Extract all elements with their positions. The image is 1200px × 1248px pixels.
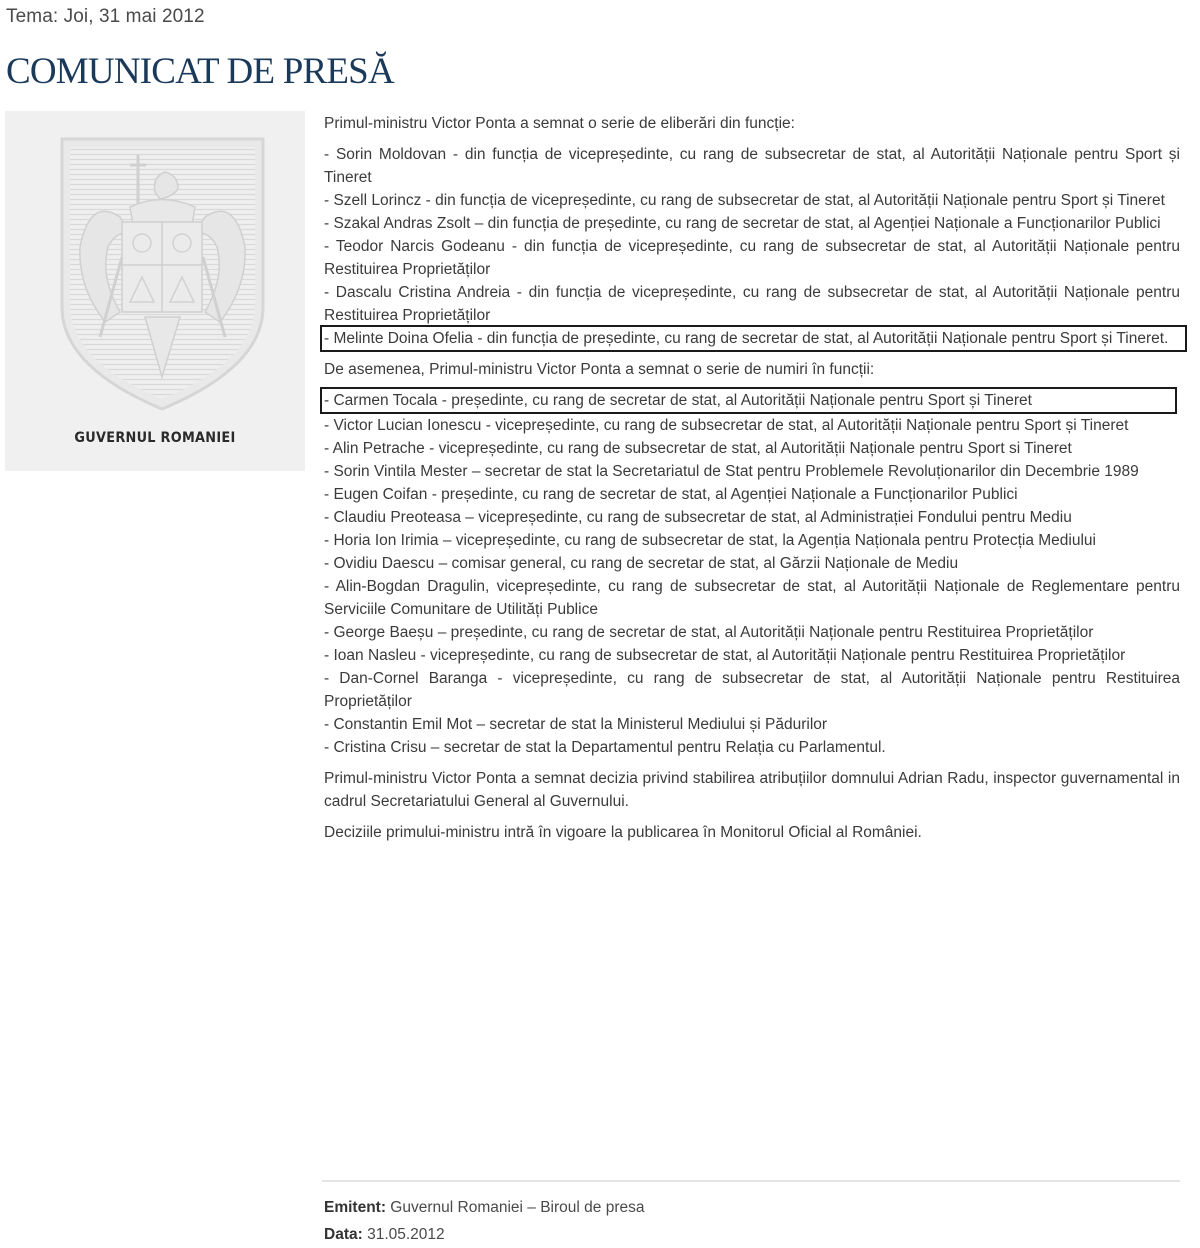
- list-item: - Szell Lorincz - din funcția de vicepreședinte, cu rang de subsecretar de stat, al Autorității Naționale pentru Sport și Tineret: [324, 192, 1165, 209]
- list-item: - Teodor Narcis Godeanu - din funcția de vicepreședinte, cu rang de subsecretar de stat, al Autorității Naționale pentru Restituirea Proprietăților: [324, 238, 1180, 278]
- footer-divider: [322, 1180, 1180, 1182]
- highlighted-list-item: - Melinte Doina Ofelia - din funcția de președinte, cu rang de secretar de stat, al Autorității Naționale pentru Sport și Tineret.: [322, 327, 1185, 350]
- list-item: - Sorin Moldovan - din funcția de vicepreședinte, cu rang de subsecretar de stat, al Autorității Naționale pentru Sport și Tineret: [324, 146, 1180, 186]
- list-item: - Eugen Coifan - președinte, cu rang de secretar de stat, al Agenției Naționale a Funcționarilor Publici: [324, 486, 1018, 503]
- romanian-coat-of-arms-icon: [60, 137, 265, 412]
- topic-date: Tema: Joi, 31 mai 2012: [6, 6, 205, 27]
- list-item: - Dascalu Cristina Andreia - din funcția de vicepreședinte, cu rang de subsecretar de stat, al Autorității Naționale pentru Restituirea Proprietăților: [324, 284, 1180, 324]
- list-item: - Alin Petrache - vicepreședinte, cu rang de subsecretar de stat, al Autorității Naționale pentru Sport si Tineret: [324, 440, 1072, 457]
- closing-paragraph: Deciziile primului-ministru intră în vigoare la publicarea în Monitorul Oficial al României.: [324, 824, 922, 841]
- list-item: - Victor Lucian Ionescu - vicepreședinte, cu rang de subsecretar de stat, al Autorității Naționale pentru Sport și Tineret: [324, 417, 1129, 434]
- page-title: COMUNICAT DE PRESĂ: [6, 51, 394, 92]
- list-item: - Dan-Cornel Baranga - vicepreședinte, cu rang de subsecretar de stat, al Autorității Naționale pentru Restituirea Proprietăților: [324, 670, 1180, 710]
- list-item: - Ovidiu Daescu – comisar general, cu rang de secretar de stat, al Gărzii Naționale de Mediu: [324, 555, 959, 572]
- highlighted-list-item: - Carmen Tocala - președinte, cu rang de secretar de stat, al Autorității Naționale pentru Sport și Tineret: [322, 389, 1175, 412]
- list-item: - Cristina Crisu – secretar de stat la Departamentul pentru Relația cu Parlamentul.: [324, 739, 886, 756]
- list-item: - Szakal Andras Zsolt – din funcția de președinte, cu rang de secretar de stat, al Agenției Naționale a Funcționarilor Publici: [324, 215, 1161, 232]
- list-item: - Sorin Vintila Mester – secretar de stat la Secretariatul de Stat pentru Problemele Revoluționarilor din Decembrie 1989: [324, 463, 1139, 480]
- issuer-label: Emitent:: [324, 1199, 386, 1216]
- list-item: - Alin-Bogdan Dragulin, vicepreședinte, cu rang de subsecretar de stat, al Autorității Naționale de Reglementare pentru Serviciile Comunitare de Utilități Publice: [324, 578, 1180, 618]
- dismissals-intro: Primul-ministru Victor Ponta a semnat o serie de eliberări din funcție:: [324, 115, 795, 132]
- press-release-body: [324, 112, 1180, 852]
- crest-caption: GUVERNUL ROMANIEI: [74, 430, 236, 446]
- issuer-value: Guvernul Romaniei – Biroul de presa: [386, 1199, 645, 1216]
- list-item: - Claudiu Preoteasa – vicepreședinte, cu rang de subsecretar de stat, al Administrației Fondului pentru Mediu: [324, 509, 1072, 526]
- list-item: - Horia Ion Irimia – vicepreședinte, cu rang de subsecretar de stat, la Agenția Naționala pentru Protecția Mediului: [324, 532, 1096, 549]
- issuer-row: [324, 1194, 644, 1221]
- list-item: - George Baeșu – președinte, cu rang de secretar de stat, al Autorității Naționale pentru Restituirea Proprietăților: [324, 624, 1094, 641]
- decision-paragraph: Primul-ministru Victor Ponta a semnat decizia privind stabilirea atribuțiilor domnului Adrian Radu, inspector guvernamental in cadrul Secretariatului General al Guvernului.: [324, 770, 1180, 810]
- dismissals-list: [324, 143, 1180, 350]
- list-item: - Constantin Emil Mot – secretar de stat la Ministerul Mediului și Pădurilor: [324, 716, 828, 733]
- date-row: [324, 1221, 644, 1248]
- date-value: 31.05.2012: [362, 1226, 445, 1243]
- list-item: - Ioan Nasleu - vicepreședinte, cu rang de subsecretar de stat, al Autorității Naționale pentru Restituirea Proprietăților: [324, 647, 1126, 664]
- appointments-intro: De asemenea, Primul-ministru Victor Ponta a semnat o serie de numiri în funcții:: [324, 361, 875, 378]
- sidebar-panel: [5, 111, 305, 471]
- appointments-list: [324, 389, 1180, 759]
- release-metadata: [324, 1194, 644, 1248]
- date-label: Data:: [324, 1226, 363, 1243]
